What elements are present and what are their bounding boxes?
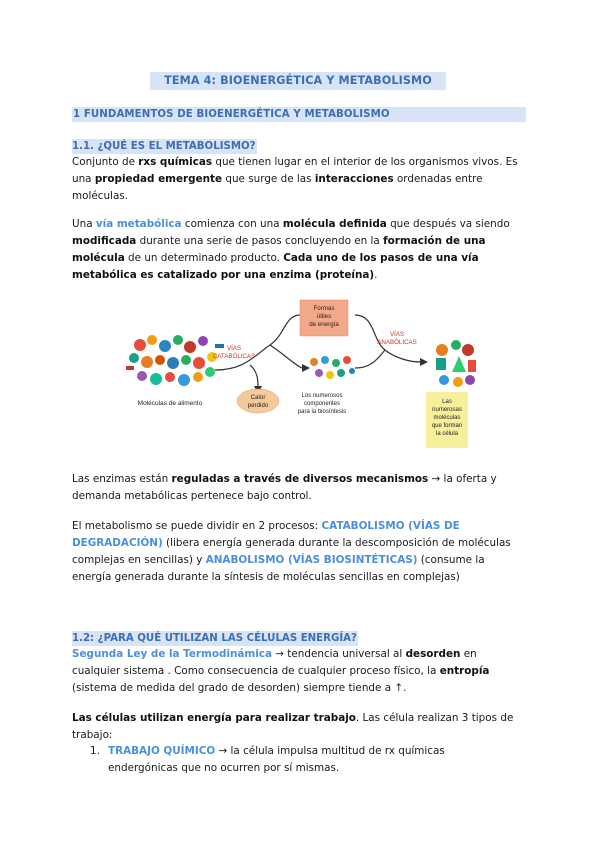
food-molecules-label: Moléculas de alimento bbox=[137, 400, 203, 407]
paragraph-cell-work: Las células utilizan energía para realizar trabajo. Las célula realizan 3 tipos de trabajo: bbox=[72, 712, 514, 741]
catabolic-label-2: CATABÓLICAS bbox=[212, 353, 256, 360]
paragraph-enzyme-regulation: Las enzimas están reguladas a través de diversos mecanismos → la oferta y demanda metabólicas pertenece bajo control. bbox=[72, 473, 497, 502]
svg-text:moléculas: moléculas bbox=[433, 415, 461, 421]
svg-text:la célula: la célula bbox=[435, 431, 459, 437]
food-molecules-cluster bbox=[126, 335, 224, 386]
paragraph-metabolic-pathway: Una vía metabólica comienza con una molécula definida que después va siendo modificada durante una serie de pasos concluyendo en la formación de una molécula de un determinado producto. Cada uno de los pasos de una vía metabólica es catalizado por una enzima (proteína). bbox=[72, 218, 510, 281]
svg-text:que forman: que forman bbox=[431, 423, 463, 429]
paragraph-thermodynamics: Segunda Ley de la Termodinámica → tendencia universal al desorden en cualquier sistema . Como consecuencia de cualquier proceso físico, la entropía (sistema de medida del grado de desorden) siempre tiende a ↑. bbox=[72, 648, 490, 694]
page-title: TEMA 4: BIOENERGÉTICA Y METABOLISMO bbox=[164, 74, 432, 87]
svg-text:para la biosíntesis: para la biosíntesis bbox=[297, 409, 347, 415]
svg-text:Las: Las bbox=[442, 399, 452, 405]
catabolic-label-1: VÍAS bbox=[226, 345, 242, 352]
anabolic-label-1: VÍAS bbox=[389, 331, 405, 338]
heat-lost-badge bbox=[237, 389, 279, 413]
heading-1-1: 1.1. ¿QUÉ ES EL METABOLISMO? bbox=[72, 141, 256, 152]
svg-text:numerosas: numerosas bbox=[432, 407, 462, 413]
svg-text:Formas: Formas bbox=[313, 305, 335, 312]
section-1-heading-text: 1 FUNDAMENTOS DE BIOENERGÉTICA Y METABOLISMO bbox=[73, 109, 390, 120]
building-blocks-cluster bbox=[310, 356, 355, 379]
svg-text:perdido: perdido bbox=[247, 402, 269, 409]
svg-text:de energía: de energía bbox=[309, 321, 339, 328]
heading-1-2: 1.2: ¿PARA QUÉ UTILIZAN LAS CÉLULAS ENERGÍA? bbox=[72, 633, 357, 644]
svg-text:Calor: Calor bbox=[250, 394, 266, 401]
cell-molecules-cluster bbox=[436, 340, 476, 387]
paragraph-metabolism-processes: El metabolismo se puede dividir en 2 procesos: CATABOLISMO (VÍAS DE DEGRADACIÓN) (libera energía generada durante la descomposición de moléculas complejas en sencillas) y ANABOLISMO (VÍAS BIOSINTÉTICAS) (consume la energía generada durante la síntesis de moléculas sencillas en complejas) bbox=[72, 520, 511, 583]
list-item: 1. TRABAJO QUÍMICO → la célula impulsa multitud de rx químicas endergónicas que no ocurren por sí mismas. bbox=[90, 745, 445, 774]
svg-text:útiles: útiles bbox=[316, 313, 332, 320]
svg-text:Los numerosos: Los numerosos bbox=[301, 393, 343, 399]
anabolic-label-2: ANABÓLICAS bbox=[377, 339, 417, 346]
paragraph-metabolism-definition: Conjunto de rxs químicas que tienen lugar en el interior de los organismos vivos. Es una propiedad emergente que surge de las interacciones ordenadas entre moléculas. bbox=[72, 156, 518, 202]
svg-text:componentes: componentes bbox=[303, 401, 341, 407]
